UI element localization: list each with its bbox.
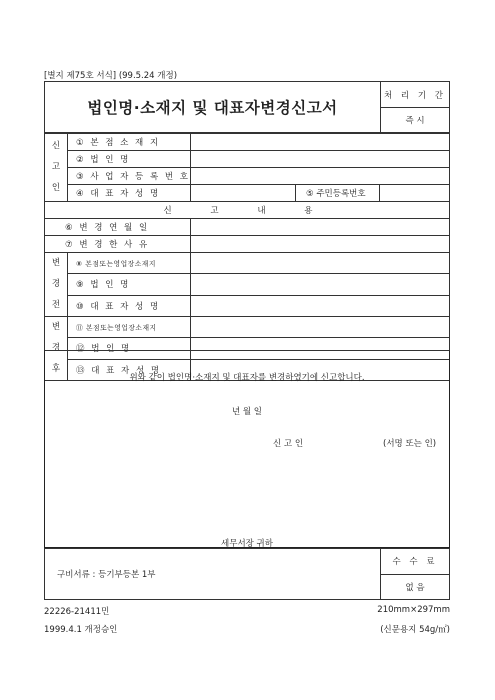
report-contents-header: 신 고 내 용 [45, 202, 450, 219]
paper-weight: (신문용지 54g/㎡) [380, 625, 450, 635]
reporter-label: 신 고 인 [273, 439, 304, 449]
processing-time-label: 처 리 기 간 [381, 82, 450, 108]
corp-name-field[interactable] [191, 151, 450, 168]
report-form-table [44, 133, 450, 381]
before-location-field[interactable] [191, 253, 450, 274]
before-representative-field[interactable] [191, 295, 450, 316]
form-reference: [별지 제75호 서식] (99.5.24 개정) [44, 71, 178, 81]
representative-label: ④ 대 표 자 성 명 [68, 185, 191, 202]
before-group-label: 변 경 전 [45, 253, 68, 317]
resident-no-label: ⑤ 주민등록번호 [296, 185, 380, 202]
change-date-label: ⑥ 변 경 연 월 일 [45, 219, 191, 236]
after-location-label: ⑪ 본점또는영업장소재지 [68, 317, 191, 338]
form-header [44, 81, 450, 133]
form-title: 법인명·소재지 및 대표자변경신고서 [45, 82, 381, 133]
hq-location-label: ① 본 점 소 재 지 [68, 134, 191, 151]
change-date-field[interactable] [191, 219, 450, 236]
corp-name-label: ② 법 인 명 [68, 151, 191, 168]
addressee: 세무서장 귀하 [221, 539, 273, 549]
fee-label: 수 수 료 [381, 549, 450, 575]
paper-size: 210mm×297mm [377, 605, 450, 615]
before-corp-name-label: ⑨ 법 인 명 [68, 274, 191, 295]
resident-no-field[interactable] [380, 185, 450, 202]
processing-time-value: 즉 시 [381, 108, 450, 133]
date-line: 년 월 일 [231, 407, 263, 417]
declaration-area [44, 350, 450, 548]
approval-date: 1999.4.1 개정승인 [44, 625, 118, 635]
after-representative-label: ⑬ 대 표 자 성 명 [68, 359, 191, 380]
change-reason-field[interactable] [191, 236, 450, 253]
change-reason-label: ⑦ 변 경 한 사 유 [45, 236, 191, 253]
form-footer-table [44, 548, 450, 600]
representative-field[interactable] [191, 185, 296, 202]
after-location-field[interactable] [191, 317, 450, 338]
hq-location-field[interactable] [191, 134, 450, 151]
reporter-group-label: 신 고 인 [45, 134, 68, 202]
biz-reg-no-field[interactable] [191, 168, 450, 185]
before-location-label: ⑧ 본점또는영업장소재지 [68, 253, 191, 274]
fee-value: 없 음 [381, 574, 450, 600]
before-corp-name-field[interactable] [191, 274, 450, 295]
declaration-text: 위와 같이 법인명·소재지 및 대표자를 변경하였기에 신고합니다. [129, 373, 365, 383]
biz-reg-no-label: ③ 사 업 자 등 록 번 호 [68, 168, 191, 185]
signature-label: (서명 또는 인) [383, 439, 437, 449]
before-representative-label: ⑩ 대 표 자 성 명 [68, 295, 191, 316]
attachments-text: 구비서류 : 등기부등본 1부 [45, 549, 381, 600]
form-number: 22226-21411민 [44, 607, 110, 617]
after-corp-name-label: ⑫ 법 인 명 [68, 338, 191, 359]
after-group-label: 변 경 후 [45, 317, 68, 381]
